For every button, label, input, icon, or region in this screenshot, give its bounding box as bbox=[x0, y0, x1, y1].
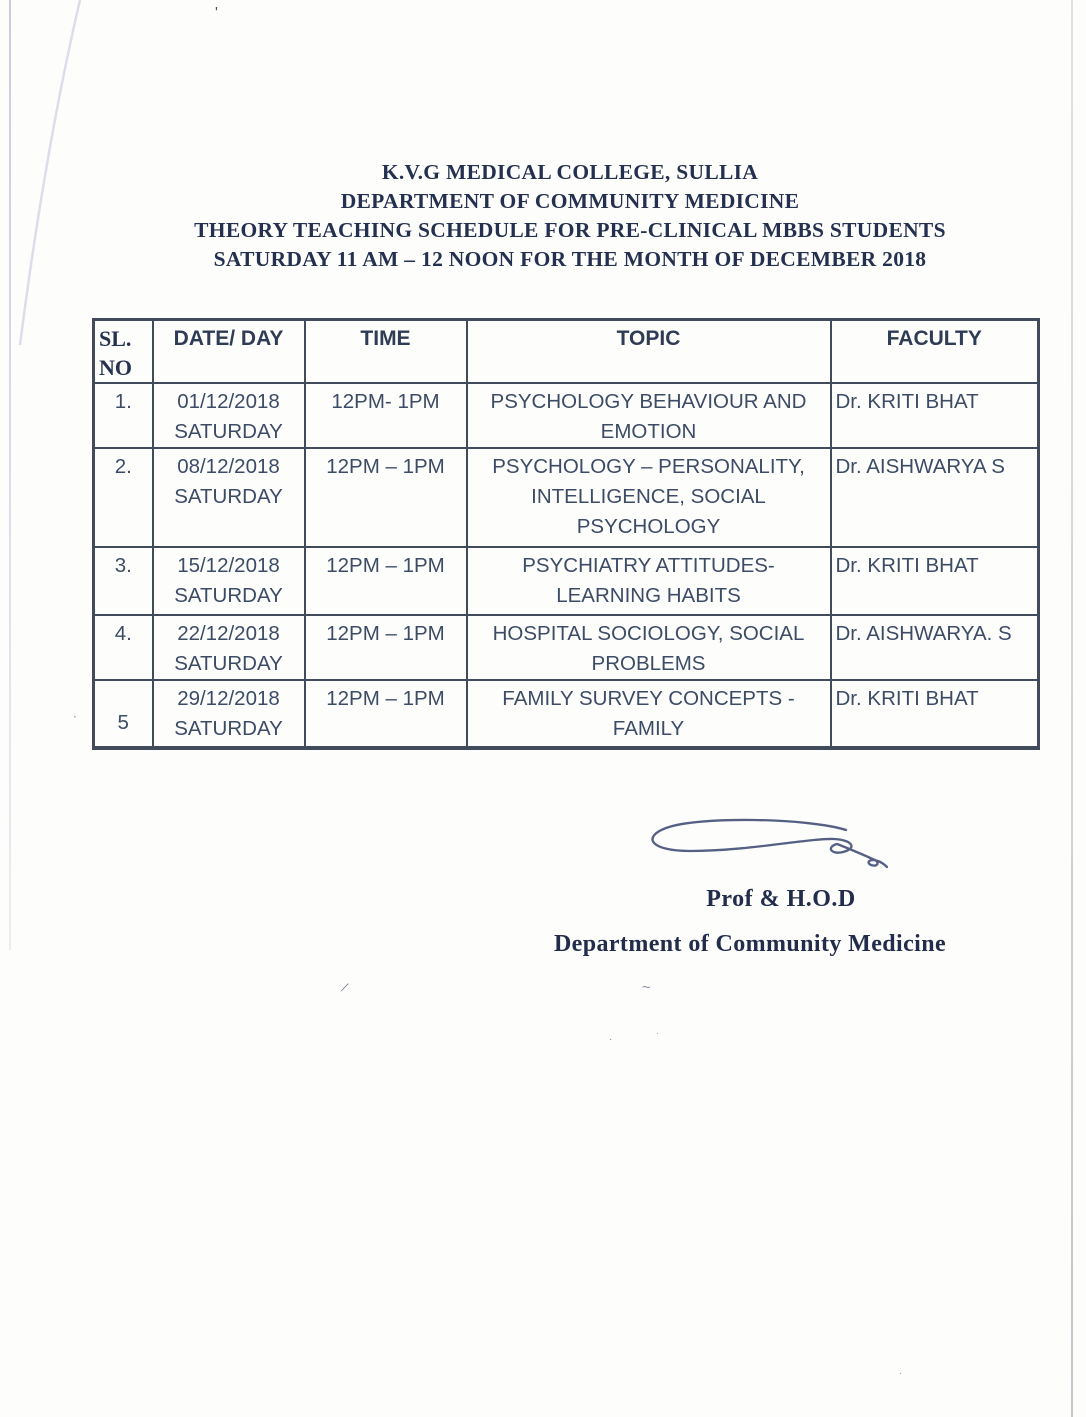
topic-line: PSYCHOLOGY bbox=[576, 515, 721, 538]
cell-day: SATURDAY bbox=[174, 717, 283, 740]
cell-date: 15/12/2018 bbox=[177, 554, 280, 577]
col-header-date-day: DATE/ DAY bbox=[153, 320, 305, 384]
cell-date: 22/12/2018 bbox=[177, 622, 280, 645]
cell-topic bbox=[467, 547, 831, 615]
cell-date: 01/12/2018 bbox=[177, 390, 280, 413]
cell-day: SATURDAY bbox=[174, 652, 283, 675]
scan-speck: ⁄ bbox=[342, 979, 348, 996]
cell-sl-no: 4. bbox=[94, 615, 153, 680]
table-header-row bbox=[94, 320, 1039, 384]
col-header-time: TIME bbox=[305, 320, 467, 384]
cell-faculty: Dr. KRITI BHAT bbox=[831, 547, 1039, 615]
table-row bbox=[94, 383, 1039, 448]
topic-line: PROBLEMS bbox=[591, 652, 706, 675]
topic-line: HOSPITAL SOCIOLOGY, SOCIAL bbox=[492, 622, 805, 645]
table-row bbox=[94, 547, 1039, 615]
cell-faculty: Dr. AISHWARYA S bbox=[831, 448, 1039, 547]
scan-speck: · bbox=[899, 1368, 903, 1379]
schedule-table bbox=[92, 318, 1040, 750]
scan-speck: · bbox=[609, 1034, 613, 1045]
col-header-topic: TOPIC bbox=[467, 320, 831, 384]
topic-line: EMOTION bbox=[600, 420, 697, 443]
col-header-sl-line1: SL. bbox=[99, 326, 132, 351]
table-row bbox=[94, 448, 1039, 547]
cell-topic bbox=[467, 448, 831, 547]
topic-line: PSYCHOLOGY – PERSONALITY, bbox=[492, 455, 805, 478]
cell-time: 12PM- 1PM bbox=[305, 383, 467, 448]
cell-faculty: Dr. AISHWARYA. S bbox=[831, 615, 1039, 680]
signature-scribble bbox=[628, 814, 888, 878]
scan-speck: ~ bbox=[642, 979, 651, 996]
cell-day: SATURDAY bbox=[174, 420, 283, 443]
topic-line: INTELLIGENCE, SOCIAL bbox=[531, 485, 766, 508]
table-row bbox=[94, 680, 1039, 748]
table-row bbox=[94, 615, 1039, 680]
col-header-sl-line2: NO bbox=[99, 355, 132, 380]
document-heading bbox=[40, 158, 1086, 274]
cell-topic bbox=[467, 383, 831, 448]
signatory-title: Prof & H.O.D bbox=[706, 886, 856, 912]
col-header-faculty: FACULTY bbox=[831, 320, 1039, 384]
cell-date-day bbox=[153, 615, 305, 680]
cell-date-day bbox=[153, 383, 305, 448]
heading-schedule-timing: SATURDAY 11 AM – 12 NOON FOR THE MONTH OF DECEMBER 2018 bbox=[213, 247, 927, 271]
scan-speck: ' bbox=[215, 4, 218, 21]
topic-line: FAMILY SURVEY CONCEPTS - bbox=[502, 687, 795, 710]
scan-speck: · bbox=[73, 711, 77, 723]
cell-day: SATURDAY bbox=[174, 485, 283, 508]
cell-sl-no: 3. bbox=[94, 547, 153, 615]
scan-speck: · bbox=[656, 1028, 660, 1039]
cell-faculty: Dr. KRITI BHAT bbox=[831, 680, 1039, 748]
topic-line: LEARNING HABITS bbox=[556, 584, 741, 607]
heading-schedule-title: THEORY TEACHING SCHEDULE FOR PRE-CLINICAL MBBS STUDENTS bbox=[194, 218, 946, 242]
cell-topic bbox=[467, 615, 831, 680]
cell-time: 12PM – 1PM bbox=[305, 615, 467, 680]
cell-sl-no: 2. bbox=[94, 448, 153, 547]
topic-line: FAMILY bbox=[612, 717, 685, 740]
cell-sl-no: 5 bbox=[94, 680, 153, 748]
cell-sl-no: 1. bbox=[94, 383, 153, 448]
cell-time: 12PM – 1PM bbox=[305, 680, 467, 748]
cell-date: 08/12/2018 bbox=[177, 455, 280, 478]
cell-time: 12PM – 1PM bbox=[305, 547, 467, 615]
cell-date-day bbox=[153, 448, 305, 547]
heading-college-name: K.V.G MEDICAL COLLEGE, SULLIA bbox=[381, 160, 759, 184]
cell-faculty: Dr. KRITI BHAT bbox=[831, 383, 1039, 448]
cell-topic bbox=[467, 680, 831, 748]
topic-line: PSYCHOLOGY BEHAVIOUR AND bbox=[490, 390, 807, 413]
topic-line: PSYCHIATRY ATTITUDES- bbox=[522, 554, 775, 577]
signatory-department: Department of Community Medicine bbox=[553, 931, 947, 957]
cell-date: 29/12/2018 bbox=[177, 687, 280, 710]
col-header-sl-no bbox=[94, 320, 153, 384]
cell-time: 12PM – 1PM bbox=[305, 448, 467, 547]
heading-department: DEPARTMENT OF COMMUNITY MEDICINE bbox=[340, 189, 800, 213]
cell-date-day bbox=[153, 680, 305, 748]
cell-date-day bbox=[153, 547, 305, 615]
cell-day: SATURDAY bbox=[174, 584, 283, 607]
